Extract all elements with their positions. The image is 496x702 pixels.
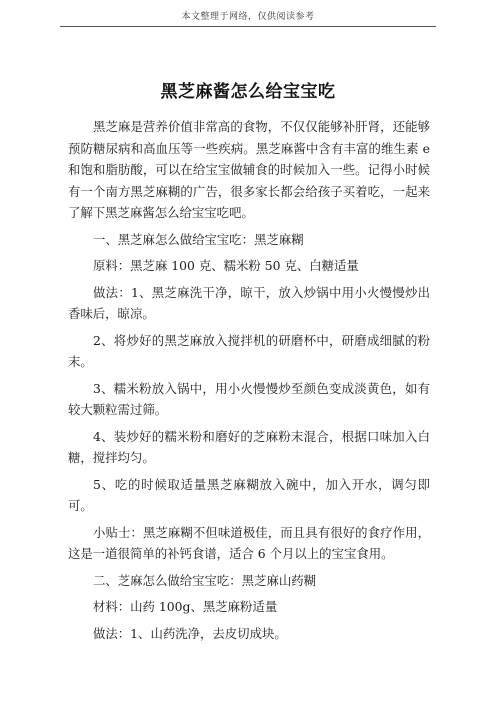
tip-paragraph: 小贴士：黑芝麻糊不但味道极佳，而且具有很好的食疗作用，这是一道很简单的补钙食谱，适合 6 个月以上的宝宝食用。 <box>68 524 430 561</box>
step-1: 做法：1、黑芝麻洗干净，晾干，放入炒锅中用小火慢慢炒出香味后，晾凉。 <box>68 284 430 321</box>
ingredients-1: 原料：黑芝麻 100 克、糯米粉 50 克、白糖适量 <box>93 258 359 273</box>
page-title: 黑芝麻酱怎么给宝宝吃 <box>160 82 336 102</box>
step-4: 4、装炒好的糯米粉和磨好的芝麻粉末混合，根据口味加入白糖，搅拌均匀。 <box>68 428 430 465</box>
step-5: 5、吃的时候取适量黑芝麻糊放入碗中，加入开水，调匀即可。 <box>68 476 430 513</box>
intro-paragraph: 黑芝麻是营养价值非常高的食物，不仅仅能够补肝肾，还能够预防糖尿病和高血压等一些疾病。黑芝麻酱中含有丰富的维生素 e 和饱和脂肪酸，可以在给宝宝做辅食的时候加入一些。记得小时候有一个南方黑芝麻糊的广告，很多家长都会给孩子买着吃，一起来了解下黑芝麻酱怎么给宝宝吃吧。 <box>68 119 430 220</box>
section-heading-2: 二、芝麻怎么做给宝宝吃：黑芝麻山药糊 <box>93 572 317 588</box>
header-note: 本文整理于网络，仅供阅读参考 <box>181 12 315 22</box>
article-body <box>68 116 430 649</box>
ingredients-2: 材料：山药 100g、黑芝麻粉适量 <box>93 599 278 614</box>
section-heading-1: 一、黑芝麻怎么做给宝宝吃：黑芝麻糊 <box>93 231 304 247</box>
step-2: 2、将炒好的黑芝麻放入搅拌机的研磨杯中，研磨成细腻的粉末。 <box>68 332 430 369</box>
step-2-1: 做法：1、山药洗净，去皮切成块。 <box>93 625 287 641</box>
step-3: 3、糯米粉放入锅中，用小火慢慢炒至颜色变成淡黄色，如有较大颗粒需过筛。 <box>68 380 430 417</box>
header-divider <box>60 26 436 27</box>
